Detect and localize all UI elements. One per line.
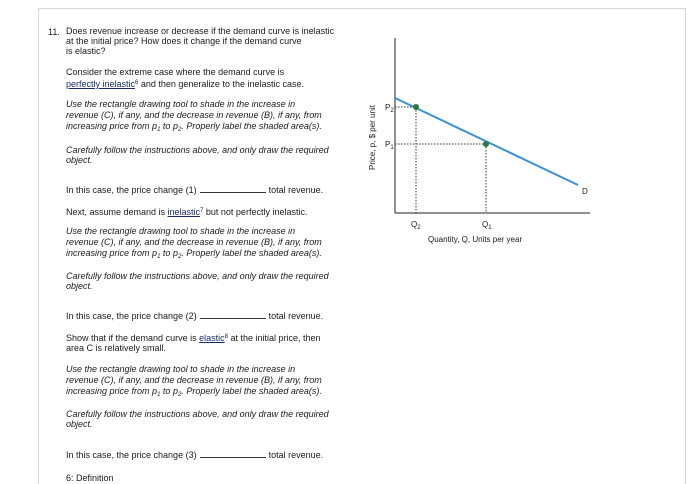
- instr1-line-3: increasing price from $p_1$ to $p_2$. Properly label the shaded area(s).: [66, 121, 322, 133]
- careful-2-line-2: object.: [66, 281, 93, 291]
- answer-3-row: In this case, the price change (3) total revenue.: [66, 450, 324, 460]
- consider-line-1: Consider the extreme case where the demand curve is: [66, 67, 285, 77]
- point-p1-q1: [483, 141, 489, 147]
- y-axis-label: Price, p, $ per unit: [368, 105, 377, 170]
- answer-1-row: In this case, the price change (1) total revenue.: [66, 185, 324, 195]
- instr3-line-2: revenue (C), if any, and the decrease in revenue (B), if any, from: [66, 375, 322, 385]
- careful-1-line-1: Carefully follow the instructions above, and only draw the required: [66, 145, 329, 155]
- next-assume-line: Next, assume demand is inelastic$^7$ but not perfectly inelastic.: [66, 207, 308, 217]
- x-axis-label: Quantity, Q, Units per year: [428, 235, 523, 244]
- question-title-line-1: Does revenue increase or decrease if the demand curve is inelastic: [66, 26, 335, 36]
- careful-3-line-2: object.: [66, 419, 93, 429]
- point-p2-q2: [413, 104, 419, 110]
- footnote-ref-6: 6: [135, 80, 139, 86]
- careful-2-line-1: Carefully follow the instructions above, and only draw the required: [66, 271, 329, 281]
- show-line-1: Show that if the demand curve is elastic$^8$ at the initial price, then: [66, 333, 321, 343]
- show-line-2: area C is relatively small.: [66, 343, 167, 353]
- instr1-line-2: revenue (C), if any, and the decrease in revenue (B), if any, from: [66, 110, 322, 120]
- footnote-ref-8: 8: [224, 334, 228, 340]
- demand-curve-label: D: [582, 187, 588, 196]
- p2-label: $P_2$: [385, 103, 394, 114]
- q1-label: $Q_1$: [482, 220, 492, 231]
- inelastic-link[interactable]: inelastic: [167, 207, 201, 217]
- answer-2-row: In this case, the price change (2) total revenue.: [66, 311, 324, 321]
- instr2-line-1: Use the rectangle drawing tool to shade in the increase in: [66, 226, 296, 236]
- q2-label: $Q_2$: [411, 220, 421, 231]
- instr3-line-1: Use the rectangle drawing tool to shade in the increase in: [66, 364, 296, 374]
- instr2-line-2: revenue (C), if any, and the decrease in revenue (B), if any, from: [66, 237, 322, 247]
- instr3-line-3: increasing price from $p_1$ to $p_2$. Properly label the shaded area(s).: [66, 386, 322, 398]
- elastic-link[interactable]: elastic: [199, 333, 225, 343]
- careful-1-line-2: object.: [66, 155, 93, 165]
- footnote-ref-7: 7: [200, 208, 204, 214]
- question-title-line-3: is elastic?: [66, 46, 106, 56]
- careful-3-line-1: Carefully follow the instructions above, and only draw the required: [66, 409, 329, 419]
- perfectly-inelastic-link[interactable]: perfectly inelastic: [66, 79, 136, 89]
- consider-tail: and then generalize to the inelastic case.: [138, 79, 304, 89]
- question-number: 11.: [48, 27, 60, 37]
- footnote-heading: 6: Definition: [66, 473, 114, 483]
- question-title-line-2: at the initial price? How does it change if the demand curve: [66, 36, 302, 46]
- p1-label: $P_1$: [385, 140, 394, 151]
- instr2-line-3: increasing price from $p_1$ to $p_2$. Properly label the shaded area(s).: [66, 248, 322, 260]
- instr1-line-1: Use the rectangle drawing tool to shade in the increase in: [66, 99, 296, 109]
